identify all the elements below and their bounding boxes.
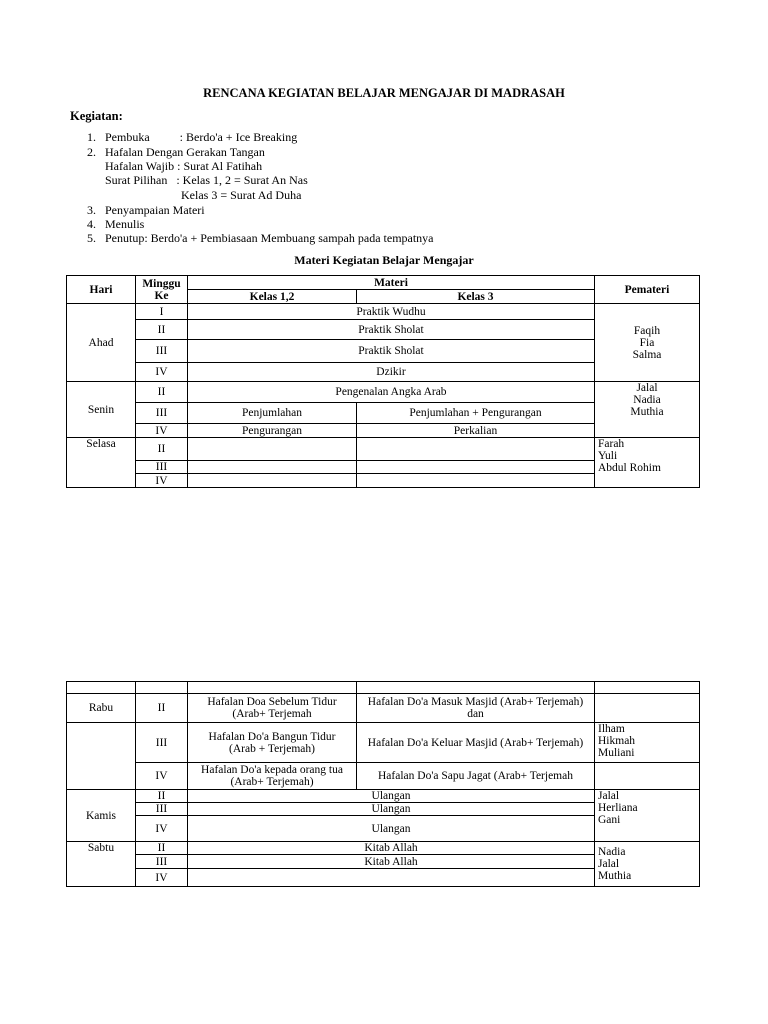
- pemateri-name: Muthia: [598, 870, 632, 882]
- materi-cell: Kitab Allah: [188, 842, 595, 855]
- pemateri-senin: [595, 382, 700, 438]
- pemateri-name: Jalal: [598, 858, 620, 870]
- header-hari: Hari: [67, 276, 136, 304]
- minggu-cell: III: [136, 403, 188, 424]
- list-item-kelas-3: Kelas 3 = Surat Ad Duha: [181, 188, 302, 202]
- pemateri-rabu: [595, 723, 700, 763]
- materi-cell: [188, 474, 357, 488]
- materi-cell: Perkalian: [357, 424, 595, 438]
- minggu-cell: IV: [136, 869, 188, 887]
- minggu-cell: II: [136, 790, 188, 803]
- list-number-2: 2.: [87, 145, 96, 159]
- pemateri-kamis: [595, 790, 700, 842]
- materi-line: Hafalan Do'a Bangun Tidur: [208, 730, 336, 743]
- materi-cell: Kitab Allah: [188, 855, 595, 869]
- pemateri-name: Farah: [598, 438, 625, 450]
- hari-selasa: Selasa: [67, 438, 136, 488]
- materi-line: (Arab+ Terjemah): [230, 776, 314, 788]
- list-item-hafalan-wajib: Hafalan Wajib : Surat Al Fatihah: [105, 159, 263, 173]
- empty-cell: [136, 682, 188, 694]
- list-item-penutup: Penutup: Berdo'a + Pembiasaan Membuang sampah pada tempatnya: [105, 231, 434, 245]
- materi-line: Hafalan Do'a kepada orang tua: [201, 764, 343, 776]
- minggu-cell: IV: [136, 424, 188, 438]
- pemateri-name: Nadia: [598, 846, 626, 858]
- minggu-cell: III: [136, 461, 188, 474]
- header-pemateri: Pemateri: [595, 276, 700, 304]
- materi-cell: Pengurangan: [188, 424, 357, 438]
- empty-cell: [67, 723, 136, 790]
- materi-cell: [188, 461, 357, 474]
- minggu-cell: II: [136, 438, 188, 461]
- minggu-cell: IV: [136, 474, 188, 488]
- header-kelas-3: Kelas 3: [357, 290, 595, 304]
- pemateri-name: Salma: [632, 348, 662, 361]
- materi-cell: [188, 869, 595, 887]
- materi-cell: Penjumlahan: [188, 403, 357, 424]
- pemateri-name: Abdul Rohim: [598, 462, 661, 474]
- materi-cell: Praktik Sholat: [188, 320, 595, 340]
- hari-senin: Senin: [67, 382, 136, 438]
- materi-cell: [357, 461, 595, 474]
- list-number-5: 5.: [87, 231, 96, 245]
- materi-line: dan: [467, 708, 484, 720]
- list-item-hafalan: Hafalan Dengan Gerakan Tangan: [105, 145, 265, 159]
- pemateri-selasa: [595, 438, 700, 488]
- materi-cell: [188, 763, 357, 790]
- materi-cell: [357, 474, 595, 488]
- pemateri-name: Ilham: [598, 723, 625, 735]
- document-title: RENCANA KEGIATAN BELAJAR MENGAJAR DI MADRASAH: [203, 86, 565, 100]
- empty-cell: [595, 682, 700, 694]
- list-number-1: 1.: [87, 130, 96, 144]
- empty-cell: [357, 682, 595, 694]
- minggu-cell: III: [136, 803, 188, 816]
- materi-cell: Dzikir: [188, 363, 595, 382]
- list-item-menulis: Menulis: [105, 217, 145, 231]
- materi-cell: Praktik Sholat: [188, 340, 595, 363]
- materi-cell: [357, 438, 595, 461]
- pemateri-name: Muthia: [630, 406, 664, 418]
- kegiatan-heading: Kegiatan:: [70, 109, 123, 123]
- materi-cell: Ulangan: [188, 816, 595, 842]
- table-title: Materi Kegiatan Belajar Mengajar: [294, 253, 474, 267]
- materi-line: Hafalan Doa Sebelum Tidur: [207, 696, 337, 708]
- empty-cell: [595, 694, 700, 723]
- pemateri-name: Jalal: [636, 382, 658, 394]
- minggu-cell: IV: [136, 363, 188, 382]
- materi-cell: [188, 438, 357, 461]
- pemateri-sabtu: [595, 842, 700, 887]
- pemateri-name: Gani: [598, 814, 621, 826]
- hari-rabu: Rabu: [67, 694, 136, 723]
- schedule-table-1: [66, 275, 700, 488]
- pemateri-name: Jalal: [598, 790, 620, 802]
- empty-cell: [67, 682, 136, 694]
- hari-ahad: Ahad: [67, 304, 136, 382]
- materi-line: Hafalan Do'a Masuk Masjid (Arab+ Terjemah): [367, 696, 584, 708]
- pemateri-name: Herliana: [598, 802, 638, 814]
- minggu-cell: II: [136, 320, 188, 340]
- materi-line: (Arab + Terjemah): [229, 742, 315, 755]
- materi-cell: Ulangan: [188, 803, 595, 816]
- pemateri-name: Fia: [639, 336, 655, 349]
- materi-cell: [188, 723, 357, 763]
- pemateri-ahad: [595, 304, 700, 382]
- minggu-cell: III: [136, 723, 188, 763]
- minggu-cell: IV: [136, 763, 188, 790]
- materi-cell: Hafalan Do'a Sapu Jagat (Arab+ Terjemah: [357, 763, 595, 790]
- list-item-penyampaian: Penyampaian Materi: [105, 203, 205, 217]
- minggu-cell: I: [136, 304, 188, 320]
- materi-cell: Praktik Wudhu: [188, 304, 595, 320]
- list-item-surat-pilihan: Surat Pilihan : Kelas 1, 2 = Surat An Nas: [105, 173, 308, 187]
- schedule-table-2: [66, 681, 700, 887]
- list-number-4: 4.: [87, 217, 96, 231]
- minggu-cell: IV: [136, 816, 188, 842]
- pemateri-name: Muliani: [598, 747, 635, 759]
- list-number-3: 3.: [87, 203, 96, 217]
- empty-cell: [595, 763, 700, 790]
- header-minggu-ke: Minggu Ke: [136, 276, 188, 304]
- materi-line: (Arab+ Terjemah: [232, 708, 312, 720]
- list-item-pembuka: Pembuka : Berdo'a + Ice Breaking: [105, 130, 298, 144]
- hari-sabtu: Sabtu: [67, 842, 136, 887]
- header-materi: Materi: [188, 276, 595, 290]
- pemateri-name: Yuli: [598, 450, 618, 462]
- empty-cell: [188, 682, 357, 694]
- minggu-cell: III: [136, 855, 188, 869]
- pemateri-name: Faqih: [633, 324, 661, 337]
- materi-cell: Pengenalan Angka Arab: [188, 382, 595, 403]
- pemateri-name: Nadia: [633, 394, 661, 406]
- materi-cell: [188, 694, 357, 723]
- minggu-cell: II: [136, 842, 188, 855]
- minggu-cell: II: [136, 694, 188, 723]
- materi-cell: Hafalan Do'a Keluar Masjid (Arab+ Terjemah): [357, 723, 595, 763]
- hari-kamis: Kamis: [67, 790, 136, 842]
- minggu-cell: II: [136, 382, 188, 403]
- materi-cell: Ulangan: [188, 790, 595, 803]
- pemateri-name: Hikmah: [598, 735, 636, 747]
- materi-cell: Penjumlahan + Pengurangan: [357, 403, 595, 424]
- materi-cell: [357, 694, 595, 723]
- header-kelas-1-2: Kelas 1,2: [188, 290, 357, 304]
- minggu-cell: III: [136, 340, 188, 363]
